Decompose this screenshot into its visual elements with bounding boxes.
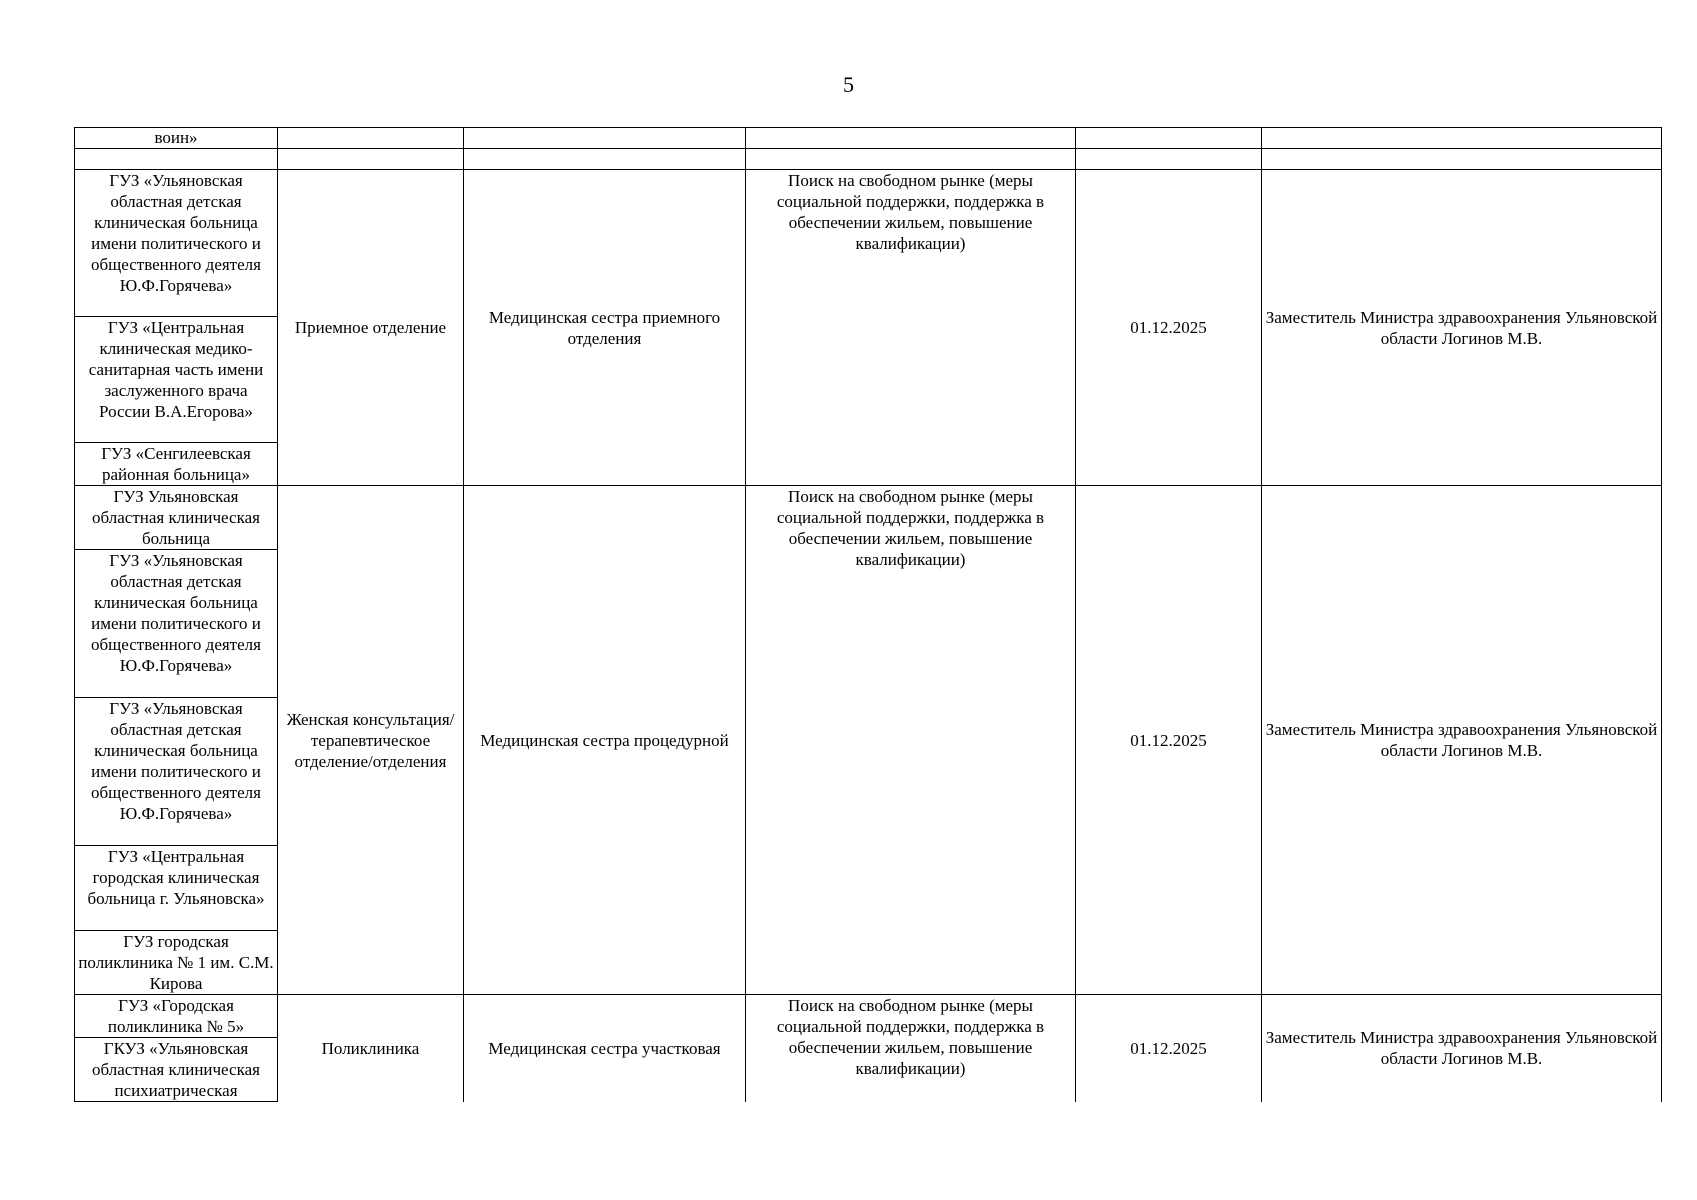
- table-row: [75, 995, 1662, 1038]
- position-cell: [464, 149, 746, 170]
- organization-cell: ГКУЗ «Ульяновская областная клиническая психиатрическая: [75, 1038, 278, 1102]
- position-cell: Медицинская сестра процедурной: [464, 486, 746, 995]
- table-row: [75, 170, 1662, 317]
- organization-cell: [75, 149, 278, 170]
- organization-cell: ГУЗ «Сенгилеевская районная больница»: [75, 443, 278, 486]
- date-cell: 01.12.2025: [1076, 995, 1262, 1102]
- organization-cell: ГУЗ «Центральная городская клиническая больница г. Ульяновска»: [75, 846, 278, 931]
- table-row: [75, 149, 1662, 170]
- organization-cell: ГУЗ «Центральная клиническая медико-санитарная часть имени заслуженного врача России В.А.Егорова»: [75, 317, 278, 443]
- measures-cell: Поиск на свободном рынке (меры социальной поддержки, поддержка в обеспечении жильем, повышение квалификации): [746, 995, 1076, 1102]
- table-row: [75, 128, 1662, 149]
- responsible-cell: [1262, 149, 1662, 170]
- measures-cell: Поиск на свободном рынке (меры социальной поддержки, поддержка в обеспечении жильем, повышение квалификации): [746, 170, 1076, 486]
- table-row: [75, 486, 1662, 550]
- responsible-cell: Заместитель Министра здравоохранения Ульяновской области Логинов М.В.: [1262, 170, 1662, 486]
- staffing-plan-table: [74, 127, 1662, 1102]
- measures-cell: [746, 128, 1076, 149]
- unit-cell: [278, 149, 464, 170]
- unit-cell: Женская консультация/ терапевтическое отделение/отделения: [278, 486, 464, 995]
- measures-cell: Поиск на свободном рынке (меры социальной поддержки, поддержка в обеспечении жильем, повышение квалификации): [746, 486, 1076, 995]
- position-cell: [464, 128, 746, 149]
- position-cell: Медицинская сестра приемного отделения: [464, 170, 746, 486]
- date-cell: [1076, 128, 1262, 149]
- page-number: 5: [843, 72, 854, 97]
- date-cell: 01.12.2025: [1076, 170, 1262, 486]
- responsible-cell: Заместитель Министра здравоохранения Ульяновской области Логинов М.В.: [1262, 995, 1662, 1102]
- unit-cell: Приемное отделение: [278, 170, 464, 486]
- unit-cell: Поликлиника: [278, 995, 464, 1102]
- organization-cell: ГУЗ городская поликлиника № 1 им. С.М. Кирова: [75, 931, 278, 995]
- position-cell: Медицинская сестра участковая: [464, 995, 746, 1102]
- organization-cell: ГУЗ «Ульяновская областная детская клиническая больница имени политического и общественного деятеля Ю.Ф.Горячева»: [75, 550, 278, 698]
- measures-cell: [746, 149, 1076, 170]
- unit-cell: [278, 128, 464, 149]
- responsible-cell: [1262, 128, 1662, 149]
- organization-cell: ГУЗ «Ульяновская областная детская клиническая больница имени политического и общественного деятеля Ю.Ф.Горячева»: [75, 170, 278, 317]
- date-cell: 01.12.2025: [1076, 486, 1262, 995]
- organization-cell: воин»: [75, 128, 278, 149]
- organization-cell: ГУЗ Ульяновская областная клиническая больница: [75, 486, 278, 550]
- organization-cell: ГУЗ «Городская поликлиника № 5»: [75, 995, 278, 1038]
- date-cell: [1076, 149, 1262, 170]
- responsible-cell: Заместитель Министра здравоохранения Ульяновской области Логинов М.В.: [1262, 486, 1662, 995]
- organization-cell: ГУЗ «Ульяновская областная детская клиническая больница имени политического и общественного деятеля Ю.Ф.Горячева»: [75, 698, 278, 846]
